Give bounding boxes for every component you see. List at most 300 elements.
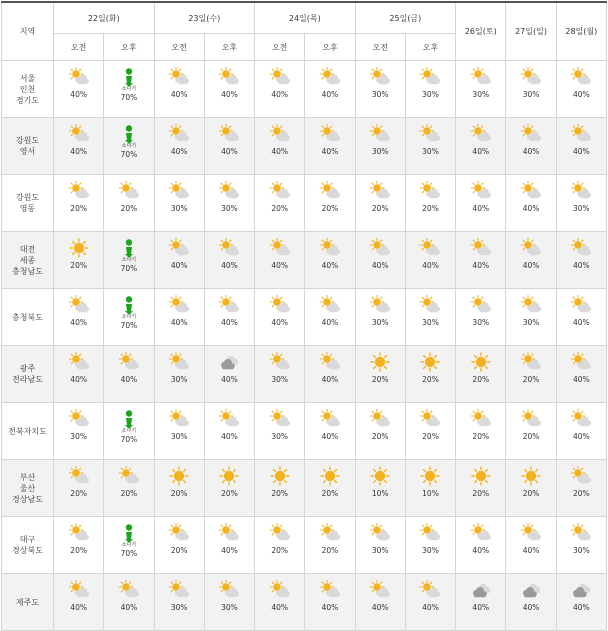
forecast-cell (305, 517, 355, 574)
precipitation-probability: 40% (472, 603, 490, 612)
forecast-cell (154, 403, 204, 460)
partly-cloudy-icon (570, 295, 592, 315)
precipitation-probability: 70% (120, 93, 138, 102)
forecast-cell (255, 232, 305, 289)
partly-cloudy-icon (319, 295, 341, 315)
partly-cloudy-icon (520, 238, 542, 258)
precipitation-probability: 40% (271, 147, 289, 156)
forecast-cell (355, 517, 405, 574)
precipitation-probability: 40% (472, 546, 490, 555)
precipitation-probability: 20% (70, 546, 87, 555)
precipitation-probability: 40% (70, 318, 87, 327)
partly-cloudy-icon (369, 523, 391, 543)
precipitation-probability: 40% (221, 432, 238, 441)
precipitation-probability: 20% (70, 204, 87, 213)
forecast-cell (204, 346, 254, 403)
partly-cloudy-icon (68, 181, 90, 201)
region-name-line: 제주도 (15, 597, 40, 607)
precipitation-probability: 30% (572, 204, 590, 213)
forecast-cell (556, 232, 606, 289)
precipitation-probability: 70% (120, 321, 138, 330)
forecast-cell (305, 574, 355, 631)
precipitation-probability: 20% (522, 432, 540, 441)
partly-cloudy-icon (269, 124, 291, 144)
partly-cloudy-icon (470, 295, 492, 315)
precipitation-probability: 40% (522, 204, 540, 213)
table-row (2, 232, 607, 289)
forecast-cell (556, 460, 606, 517)
partly-cloudy-icon (570, 238, 592, 258)
partly-cloudy-icon (369, 409, 391, 429)
partly-cloudy-icon (218, 124, 240, 144)
precipitation-probability: 30% (522, 318, 540, 327)
forecast-cell (204, 289, 254, 346)
precipitation-probability: 30% (572, 546, 590, 555)
sunny-icon (369, 352, 391, 372)
precipitation-probability: 40% (572, 318, 590, 327)
forecast-cell (255, 118, 305, 175)
region-name-line: 전라남도 (12, 375, 43, 384)
partly-cloudy-icon (168, 181, 190, 201)
forecast-cell (305, 289, 355, 346)
am-header: 오전 (54, 34, 104, 61)
precipitation-probability: 40% (221, 375, 238, 384)
precipitation-probability: 40% (422, 261, 439, 270)
partly-cloudy-icon (369, 181, 391, 201)
precipitation-probability: 20% (371, 204, 389, 213)
partly-cloudy-icon (118, 181, 140, 201)
precipitation-probability: 40% (120, 375, 138, 384)
cloudy-icon (470, 580, 492, 600)
partly-cloudy-icon (68, 466, 90, 486)
forecast-cell (405, 403, 455, 460)
partly-cloudy-icon (319, 352, 341, 372)
precipitation-probability: 40% (522, 603, 540, 612)
forecast-cell (305, 61, 355, 118)
partly-cloudy-icon (168, 409, 190, 429)
precipitation-probability: 40% (572, 147, 590, 156)
precipitation-probability: 40% (522, 546, 540, 555)
forecast-table (1, 1, 607, 631)
forecast-cell (204, 517, 254, 574)
partly-cloudy-icon (218, 238, 240, 258)
sunny-icon (68, 238, 90, 258)
partly-cloudy-icon (269, 409, 291, 429)
forecast-cell (255, 574, 305, 631)
forecast-body (2, 61, 607, 631)
precipitation-probability: 30% (170, 204, 188, 213)
forecast-cell (255, 403, 305, 460)
partly-cloudy-icon (570, 124, 592, 144)
partly-cloudy-icon (319, 409, 341, 429)
sunny-icon (218, 466, 240, 486)
region-name-line: 서울 (19, 73, 36, 83)
region-column-header: 지역 (2, 2, 54, 61)
region-name (2, 232, 54, 289)
precipitation-probability: 20% (70, 489, 87, 498)
precipitation-probability: 20% (170, 546, 188, 555)
forecast-cell (355, 175, 405, 232)
rain-shower-icon (118, 523, 140, 543)
forecast-cell (305, 346, 355, 403)
region-name-line: 울산 (19, 483, 36, 493)
precipitation-probability: 30% (472, 318, 490, 327)
forecast-cell (54, 517, 104, 574)
precipitation-probability: 20% (321, 546, 339, 555)
precipitation-probability: 30% (170, 432, 188, 441)
forecast-cell (204, 574, 254, 631)
region-name-line: 영동 (19, 204, 36, 213)
sunny-icon (520, 466, 542, 486)
precipitation-probability: 20% (371, 375, 389, 384)
forecast-cell (506, 574, 556, 631)
forecast-cell (405, 574, 455, 631)
forecast-cell (456, 232, 506, 289)
weather-caption: 소나기 (121, 428, 137, 434)
partly-cloudy-icon (118, 580, 140, 600)
forecast-cell (154, 346, 204, 403)
table-row (2, 289, 607, 346)
precipitation-probability: 20% (321, 204, 339, 213)
forecast-cell (255, 289, 305, 346)
precipitation-probability: 70% (120, 264, 138, 273)
forecast-cell (506, 346, 556, 403)
precipitation-probability: 40% (170, 261, 188, 270)
partly-cloudy-icon (269, 238, 291, 258)
forecast-cell (556, 403, 606, 460)
precipitation-probability: 40% (572, 90, 590, 99)
precipitation-probability: 40% (221, 90, 238, 99)
table-row (2, 346, 607, 403)
forecast-cell (556, 61, 606, 118)
partly-cloudy-icon (319, 124, 341, 144)
partly-cloudy-icon (570, 523, 592, 543)
partly-cloudy-icon (369, 67, 391, 87)
partly-cloudy-icon (319, 580, 341, 600)
precipitation-probability: 30% (422, 90, 439, 99)
precipitation-probability: 30% (472, 90, 490, 99)
forecast-cell (556, 517, 606, 574)
rain-shower-icon (118, 238, 140, 258)
precipitation-probability: 40% (221, 546, 238, 555)
forecast-cell (54, 460, 104, 517)
partly-cloudy-icon (520, 523, 542, 543)
partly-cloudy-icon (118, 352, 140, 372)
forecast-cell (506, 517, 556, 574)
forecast-header (2, 2, 607, 61)
precipitation-probability: 30% (371, 147, 389, 156)
pm-header: 오후 (405, 34, 455, 61)
forecast-cell (54, 118, 104, 175)
forecast-cell (104, 403, 154, 460)
forecast-cell (556, 346, 606, 403)
forecast-cell (405, 232, 455, 289)
precipitation-probability: 20% (321, 489, 339, 498)
rain-shower-icon (118, 409, 140, 429)
partly-cloudy-icon (269, 67, 291, 87)
region-name-line: 경기도 (15, 95, 40, 105)
weather-caption: 소나기 (121, 143, 137, 149)
precipitation-probability: 30% (522, 90, 540, 99)
partly-cloudy-icon (570, 409, 592, 429)
forecast-cell (54, 574, 104, 631)
forecast-cell (154, 574, 204, 631)
sunny-icon (168, 466, 190, 486)
partly-cloudy-icon (168, 352, 190, 372)
forecast-cell (305, 460, 355, 517)
partly-cloudy-icon (570, 352, 592, 372)
precipitation-probability: 40% (472, 261, 490, 270)
region-name-line: 인천 (19, 84, 36, 94)
forecast-cell (405, 175, 455, 232)
day-header-26: 26일(토) (456, 2, 506, 61)
precipitation-probability: 20% (271, 546, 289, 555)
day-header-28: 28일(월) (556, 2, 606, 61)
partly-cloudy-icon (168, 238, 190, 258)
precipitation-probability: 40% (422, 603, 439, 612)
forecast-cell (104, 175, 154, 232)
forecast-cell (506, 61, 556, 118)
sunny-icon (419, 466, 441, 486)
partly-cloudy-icon (319, 67, 341, 87)
forecast-cell (405, 61, 455, 118)
forecast-cell (54, 403, 104, 460)
precipitation-probability: 40% (321, 318, 339, 327)
forecast-cell (54, 175, 104, 232)
weather-caption: 소나기 (121, 542, 137, 548)
partly-cloudy-icon (369, 124, 391, 144)
partly-cloudy-icon (218, 580, 240, 600)
partly-cloudy-icon (269, 352, 291, 372)
weather-caption: 소나기 (121, 86, 137, 92)
table-row (2, 460, 607, 517)
precipitation-probability: 30% (422, 318, 439, 327)
precipitation-probability: 40% (321, 147, 339, 156)
precipitation-probability: 40% (70, 147, 87, 156)
forecast-cell (104, 232, 154, 289)
forecast-cell (255, 175, 305, 232)
partly-cloudy-icon (570, 466, 592, 486)
partly-cloudy-icon (68, 124, 90, 144)
partly-cloudy-icon (419, 124, 441, 144)
precipitation-probability: 40% (271, 603, 289, 612)
am-header: 오전 (154, 34, 204, 61)
sunny-icon (470, 466, 492, 486)
precipitation-probability: 30% (371, 546, 389, 555)
forecast-cell (506, 232, 556, 289)
day-header-22: 22일(화) (54, 2, 155, 34)
partly-cloudy-icon (68, 580, 90, 600)
forecast-cell (456, 460, 506, 517)
region-name-line: 전북자치도 (8, 426, 47, 436)
precipitation-probability: 40% (70, 375, 87, 384)
partly-cloudy-icon (269, 580, 291, 600)
forecast-cell (355, 403, 405, 460)
cloudy-icon (520, 580, 542, 600)
forecast-cell (104, 346, 154, 403)
partly-cloudy-icon (470, 409, 492, 429)
precipitation-probability: 20% (522, 489, 540, 498)
partly-cloudy-icon (168, 295, 190, 315)
region-name (2, 403, 54, 460)
precipitation-probability: 40% (70, 603, 87, 612)
forecast-cell (154, 61, 204, 118)
partly-cloudy-icon (319, 181, 341, 201)
precipitation-probability: 40% (170, 90, 188, 99)
forecast-cell (305, 175, 355, 232)
forecast-cell (104, 118, 154, 175)
precipitation-probability: 40% (321, 603, 339, 612)
region-name (2, 460, 54, 517)
forecast-cell (405, 289, 455, 346)
partly-cloudy-icon (520, 352, 542, 372)
region-name-line: 충청북도 (12, 312, 43, 322)
partly-cloudy-icon (369, 295, 391, 315)
forecast-cell (556, 289, 606, 346)
forecast-cell (204, 61, 254, 118)
precipitation-probability: 40% (371, 261, 389, 270)
precipitation-probability: 20% (70, 261, 87, 270)
precipitation-probability: 70% (120, 549, 138, 558)
region-name (2, 574, 54, 631)
partly-cloudy-icon (419, 523, 441, 543)
precipitation-probability: 40% (221, 261, 238, 270)
forecast-cell (506, 118, 556, 175)
rain-shower-icon (118, 124, 140, 144)
forecast-cell (556, 175, 606, 232)
precipitation-probability: 40% (120, 603, 138, 612)
rain-shower-icon (118, 295, 140, 315)
partly-cloudy-icon (520, 181, 542, 201)
forecast-cell (305, 232, 355, 289)
precipitation-probability: 40% (572, 375, 590, 384)
am-header: 오전 (255, 34, 305, 61)
forecast-cell (204, 175, 254, 232)
forecast-cell (405, 346, 455, 403)
region-name-line: 대구 (19, 535, 36, 544)
region-name-line: 영서 (19, 147, 36, 156)
sunny-icon (419, 352, 441, 372)
am-header: 오전 (355, 34, 405, 61)
precipitation-probability: 70% (120, 435, 138, 444)
precipitation-probability: 20% (170, 489, 188, 498)
weather-caption: 소나기 (121, 314, 137, 320)
forecast-cell (355, 118, 405, 175)
partly-cloudy-icon (520, 67, 542, 87)
partly-cloudy-icon (419, 181, 441, 201)
forecast-cell (456, 517, 506, 574)
forecast-cell (255, 61, 305, 118)
sunny-icon (269, 466, 291, 486)
sunny-icon (319, 466, 341, 486)
precipitation-probability: 40% (472, 204, 490, 213)
pm-header: 오후 (204, 34, 254, 61)
forecast-cell (556, 574, 606, 631)
precipitation-probability: 40% (321, 432, 339, 441)
region-name (2, 517, 54, 574)
precipitation-probability: 70% (120, 150, 138, 159)
forecast-cell (506, 403, 556, 460)
pm-header: 오후 (104, 34, 154, 61)
partly-cloudy-icon (68, 295, 90, 315)
precipitation-probability: 40% (271, 318, 289, 327)
precipitation-probability: 20% (422, 375, 439, 384)
forecast-cell (305, 403, 355, 460)
partly-cloudy-icon (369, 238, 391, 258)
forecast-cell (405, 517, 455, 574)
precipitation-probability: 30% (371, 318, 389, 327)
precipitation-probability: 20% (271, 204, 289, 213)
day-header-27: 27일(일) (506, 2, 556, 61)
pm-header: 오후 (305, 34, 355, 61)
region-name (2, 289, 54, 346)
precipitation-probability: 40% (522, 147, 540, 156)
precipitation-probability: 20% (422, 432, 439, 441)
forecast-cell (355, 232, 405, 289)
region-name-line: 대전 (19, 244, 36, 254)
forecast-cell (154, 118, 204, 175)
region-name-line: 경상북도 (12, 546, 43, 555)
forecast-cell (54, 289, 104, 346)
partly-cloudy-icon (218, 181, 240, 201)
partly-cloudy-icon (269, 181, 291, 201)
sunny-icon (369, 466, 391, 486)
precipitation-probability: 10% (422, 489, 439, 498)
precipitation-probability: 20% (472, 432, 490, 441)
partly-cloudy-icon (419, 67, 441, 87)
rain-shower-icon (118, 67, 140, 87)
precipitation-probability: 30% (221, 603, 238, 612)
partly-cloudy-icon (269, 295, 291, 315)
partly-cloudy-icon (269, 523, 291, 543)
table-row (2, 517, 607, 574)
partly-cloudy-icon (369, 580, 391, 600)
partly-cloudy-icon (520, 409, 542, 429)
precipitation-probability: 20% (472, 489, 490, 498)
partly-cloudy-icon (168, 523, 190, 543)
forecast-cell (305, 118, 355, 175)
precipitation-probability: 30% (271, 375, 289, 384)
precipitation-probability: 40% (321, 375, 339, 384)
forecast-cell (405, 460, 455, 517)
partly-cloudy-icon (470, 523, 492, 543)
forecast-cell (104, 61, 154, 118)
partly-cloudy-icon (68, 523, 90, 543)
forecast-cell (355, 574, 405, 631)
forecast-cell (456, 403, 506, 460)
partly-cloudy-icon (419, 409, 441, 429)
precipitation-probability: 30% (170, 603, 188, 612)
precipitation-probability: 40% (70, 90, 87, 99)
partly-cloudy-icon (570, 67, 592, 87)
weather-caption: 소나기 (121, 257, 137, 263)
precipitation-probability: 20% (120, 204, 138, 213)
forecast-cell (355, 61, 405, 118)
forecast-cell (104, 574, 154, 631)
precipitation-probability: 30% (221, 204, 238, 213)
precipitation-probability: 20% (572, 489, 590, 498)
forecast-cell (54, 346, 104, 403)
precipitation-probability: 20% (271, 489, 289, 498)
precipitation-probability: 30% (371, 90, 389, 99)
precipitation-probability: 40% (221, 318, 238, 327)
precipitation-probability: 40% (572, 603, 590, 612)
day-header-23: 23일(수) (154, 2, 255, 34)
partly-cloudy-icon (218, 523, 240, 543)
partly-cloudy-icon (470, 181, 492, 201)
forecast-cell (154, 289, 204, 346)
forecast-cell (154, 175, 204, 232)
